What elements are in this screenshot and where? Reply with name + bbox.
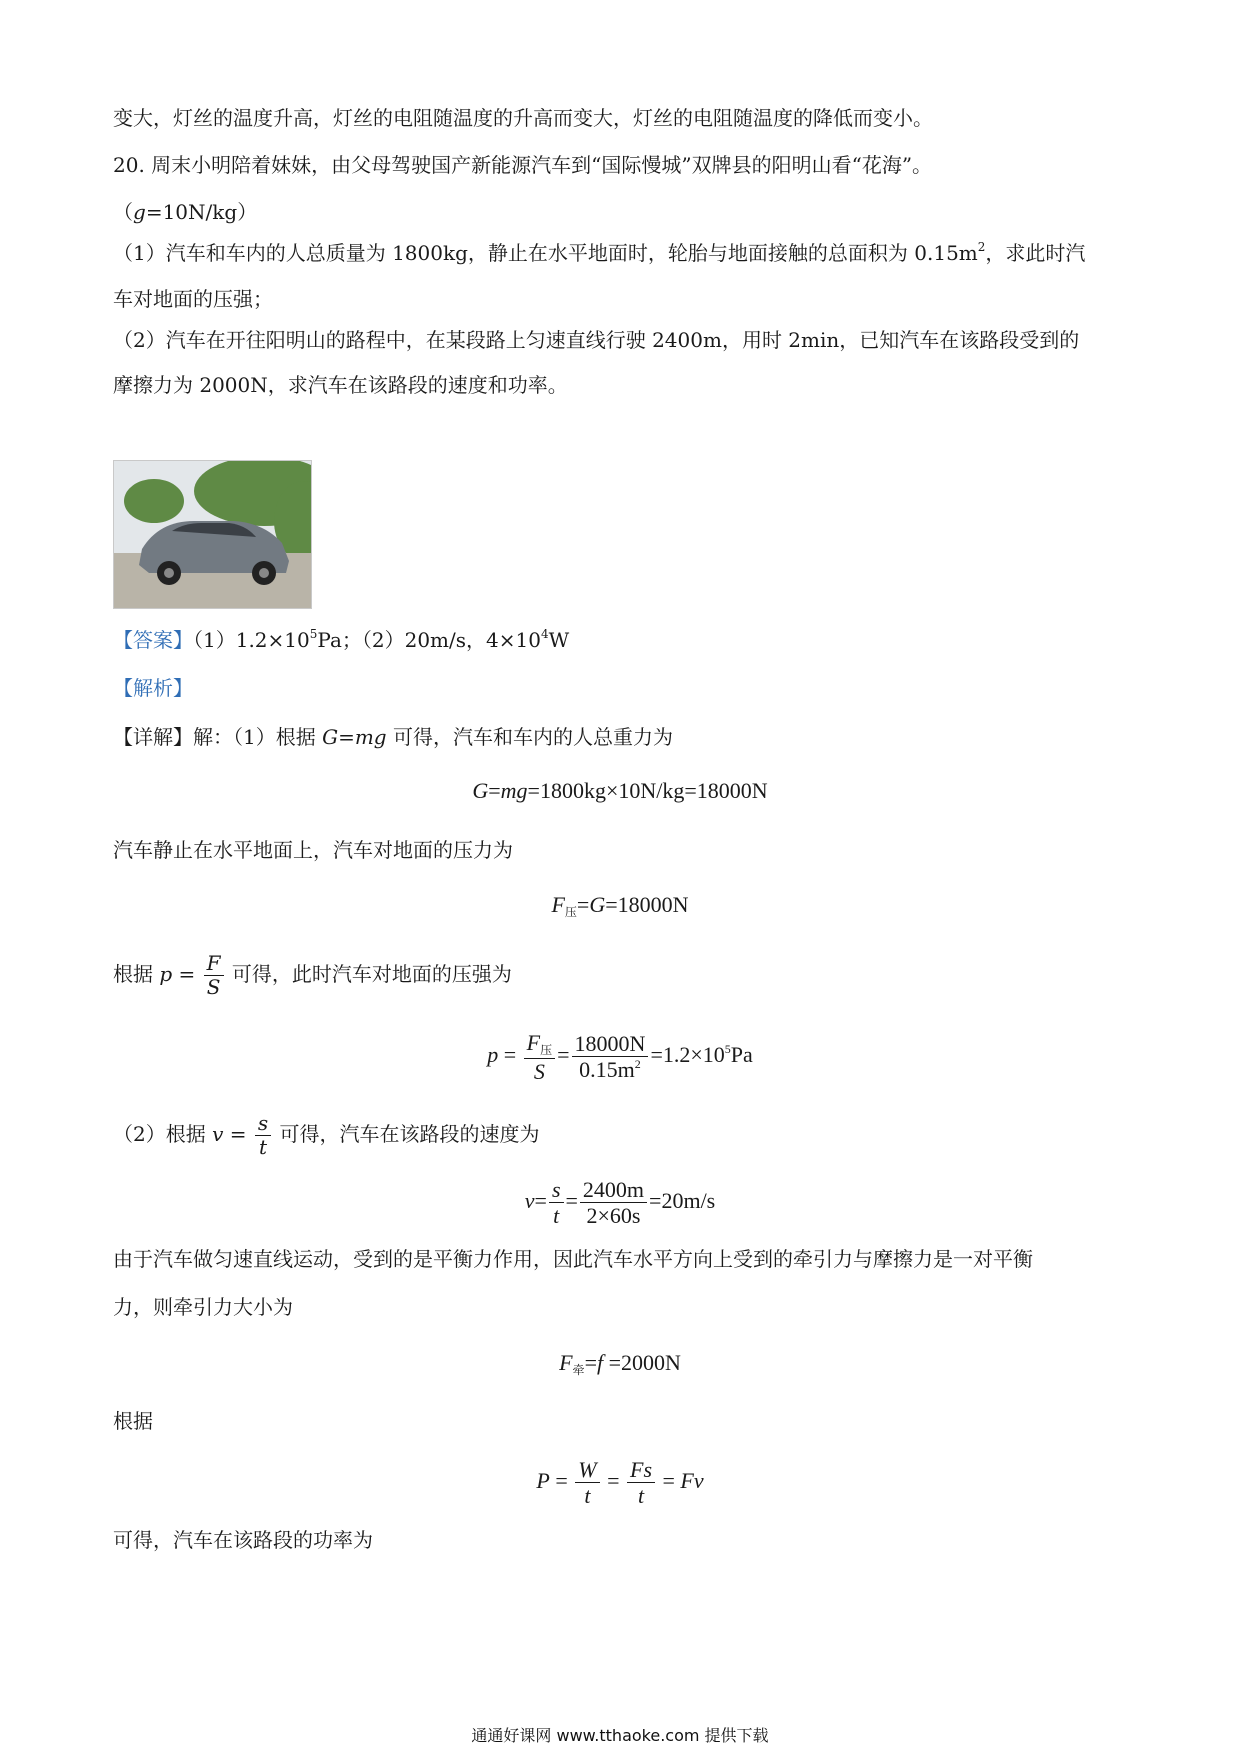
question-part-2-line-2: 摩擦力为 2000N，求汽车在该路段的速度和功率。 (113, 373, 568, 397)
previous-answer-line: 变大，灯丝的温度升高，灯丝的电阻随温度的升高而变大，灯丝的电阻随温度的降低而变小。 (113, 106, 933, 130)
balanced-force-line-2: 力，则牵引力大小为 (113, 1295, 293, 1319)
car-photo (113, 460, 312, 609)
fraction-s-over-t: $\frac{s}{t}$ (255, 1113, 271, 1158)
equation-traction: $F_牵=f =2000N$ (559, 1350, 681, 1377)
balanced-force-line-1: 由于汽车做匀速直线运动，受到的是平衡力作用，因此汽车水平方向上受到的牵引力与摩擦力是一对平衡 (113, 1247, 1033, 1271)
equation-pressure-force: $F_压=G=18000N$ (551, 892, 689, 919)
pressure-force-text: 汽车静止在水平地面上，汽车对地面的压力为 (113, 838, 513, 862)
fraction-f-over-s: $\frac{F}{S}$ (204, 953, 224, 998)
detail-label: 【详解】 (113, 725, 193, 749)
equation-power-formula: P = $\frac{W}{t}$ = $\frac{Fs}{t}$ = Fv (536, 1457, 704, 1509)
power-result-text: 可得，汽车在该路段的功率为 (113, 1528, 373, 1552)
equation-gravity: G=mg=1800kg×10N/kg=18000N (472, 778, 768, 803)
according-to-text: 根据 (113, 1409, 153, 1433)
analysis-label: 【解析】 (113, 676, 193, 700)
question-20-stem: 20. 周末小明陪着妹妹，由父母驾驶国产新能源汽车到“国际慢城”双牌县的阳明山看“花海”。 (113, 153, 933, 177)
question-part-1-line-2: 车对地面的压强； (113, 287, 273, 311)
question-part-2-line-1: （2）汽车在开往阳明山的路程中，在某段路上匀速直线行驶 2400m，用时 2min，已知汽车在该路段受到的 (113, 328, 1080, 352)
equation-pressure: p = $\frac{F_压}{S}$ = $\frac{18000N}{0.15m^2}$ $=1.2\times 10^5Pa$ (487, 1030, 753, 1084)
page-footer: 通通好课网 www.tthaoke.com 提供下载 (471, 1726, 769, 1745)
answer-line: 【答案】$(1)1.2\times 10^5Pa$；（2）20m/s，$4\times 10^4W$ (113, 627, 570, 652)
pressure-formula-text: 根据 p = $\frac{F}{S}$ 可得，此时汽车对地面的压强为 (113, 951, 512, 999)
car-photo-illustration (114, 461, 311, 608)
equation-velocity: v= $\frac{s}{t}$ = $\frac{2400m}{2\times 60s}$ =20m/s (524, 1177, 716, 1229)
detail-line: 【详解】解：（1）根据 G=mg 可得，汽车和车内的人总重力为 (113, 725, 673, 749)
question-part-1-line-1: （1）汽车和车内的人总质量为 1800kg，静止在水平地面时，轮胎与地面接触的总面积为 $0.15m^2$，求此时汽 (113, 240, 1086, 265)
gravity-constant: （g=10N/kg） (113, 200, 258, 224)
velocity-formula-text: （2）根据 v = $\frac{s}{t}$ 可得，汽车在该路段的速度为 (113, 1111, 540, 1159)
answer-label: 【答案】 (113, 628, 193, 652)
